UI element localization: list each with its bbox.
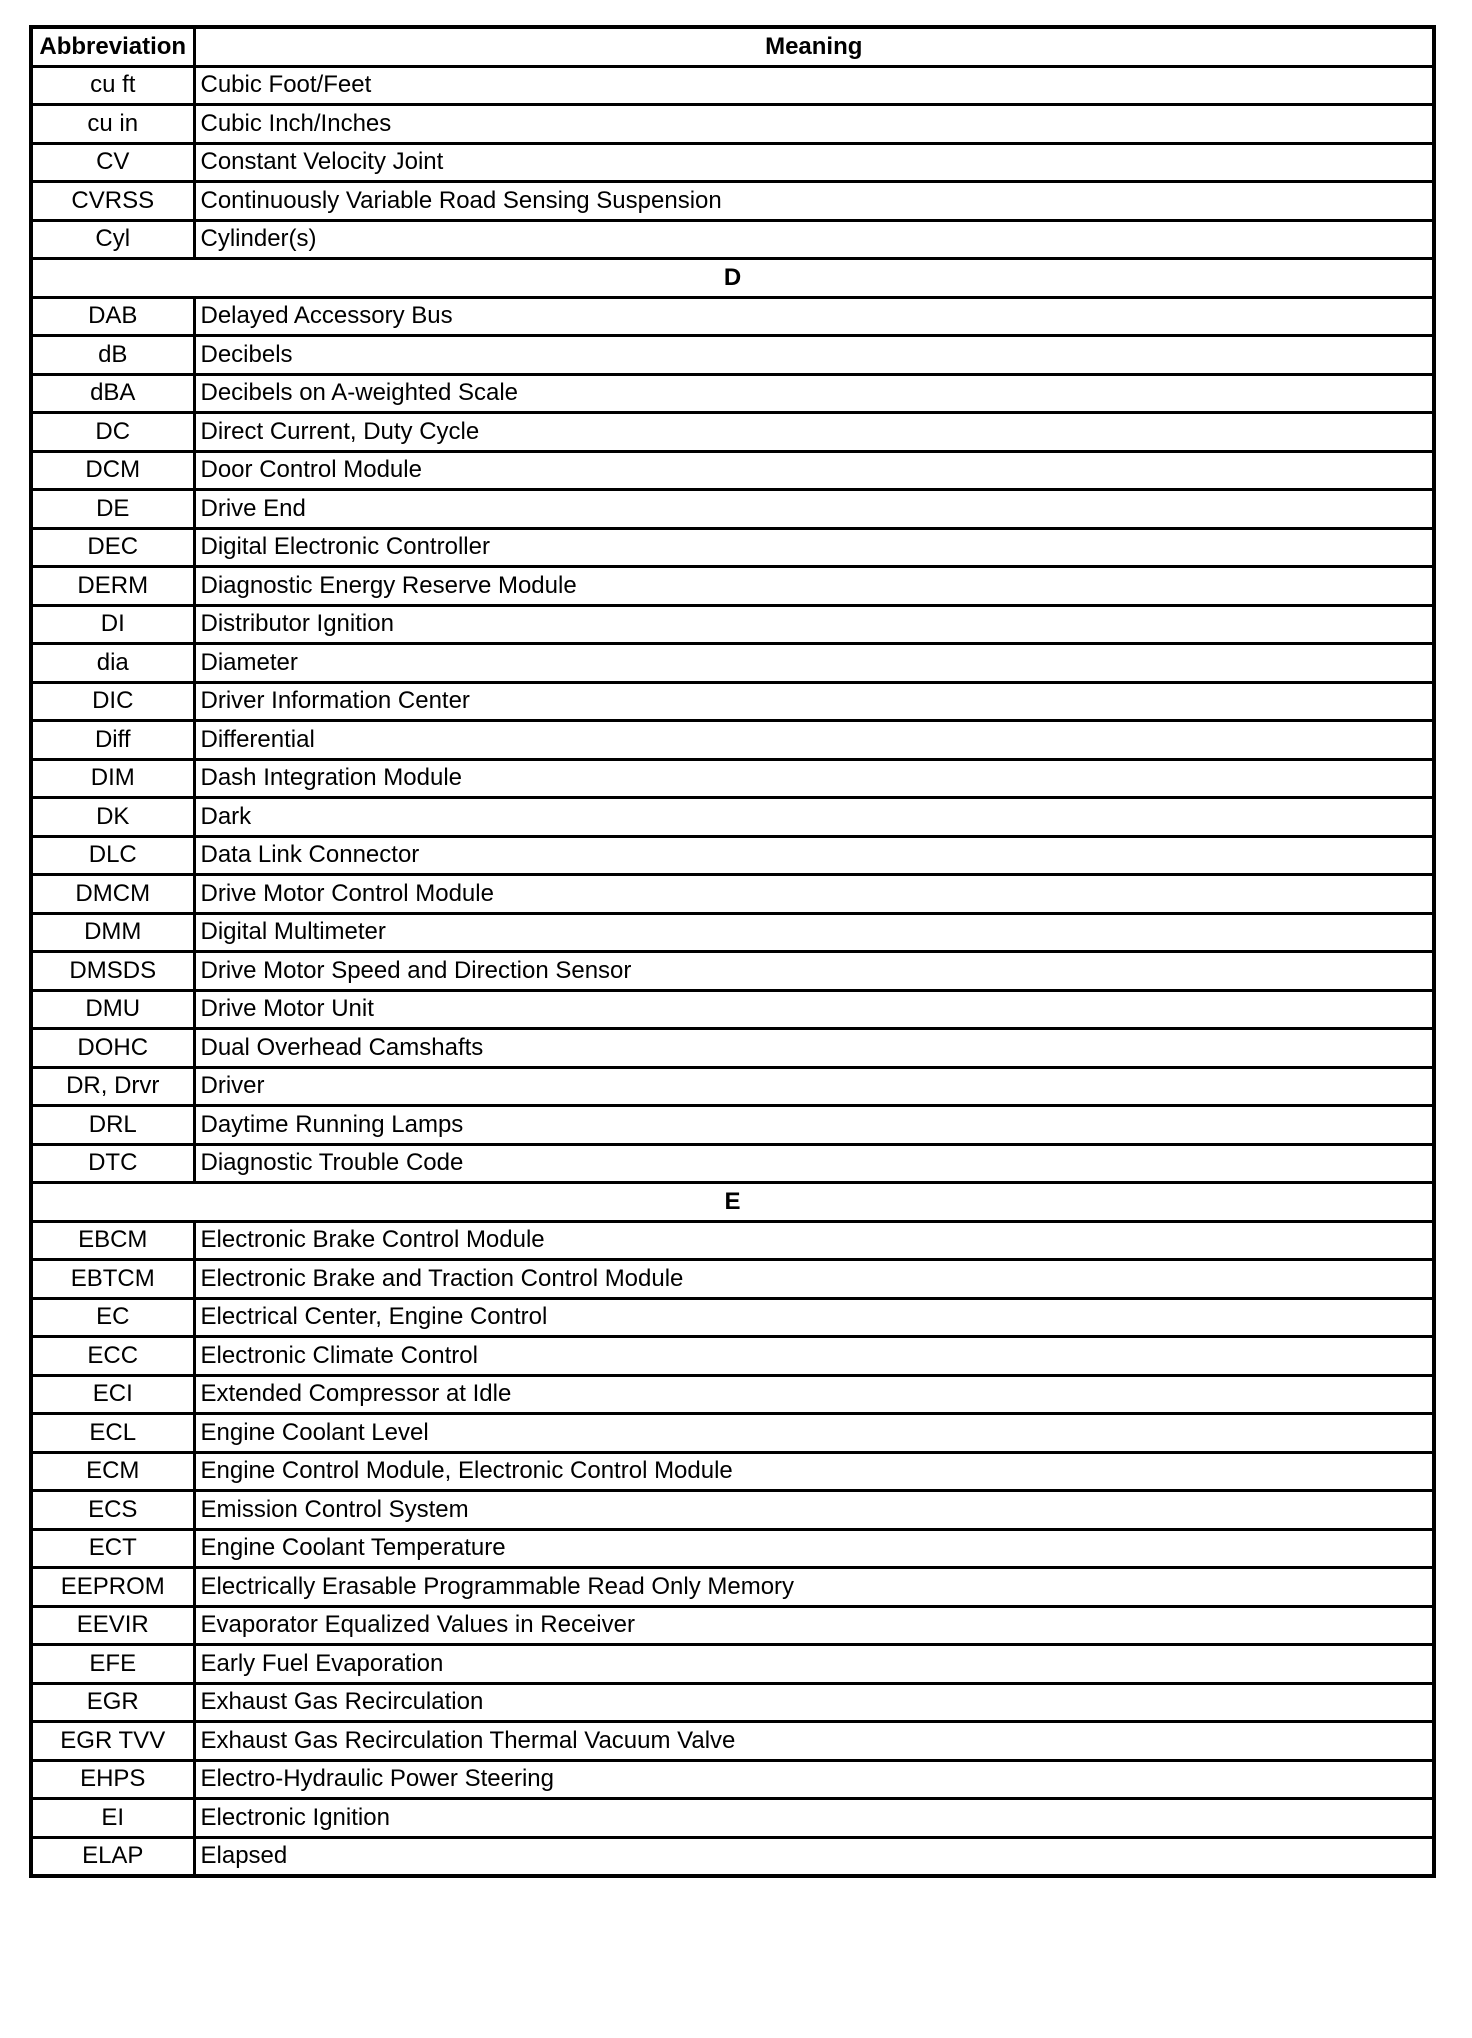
abbreviation-cell: ECL	[31, 1414, 194, 1453]
meaning-cell: Driver	[194, 1067, 1434, 1106]
table-row	[31, 567, 1434, 606]
table-row	[31, 1260, 1434, 1299]
meaning-cell: Emission Control System	[194, 1491, 1434, 1530]
abbreviation-cell: dB	[31, 336, 194, 375]
meaning-cell: Constant Velocity Joint	[194, 143, 1434, 182]
meaning-cell: Electronic Brake Control Module	[194, 1221, 1434, 1260]
meaning-cell: Drive End	[194, 490, 1434, 529]
table-row	[31, 105, 1434, 144]
table-row	[31, 836, 1434, 875]
meaning-cell: Engine Coolant Level	[194, 1414, 1434, 1453]
meaning-cell: Daytime Running Lamps	[194, 1106, 1434, 1145]
header-meaning: Meaning	[194, 27, 1434, 66]
meaning-cell: Continuously Variable Road Sensing Suspension	[194, 182, 1434, 221]
meaning-cell: Dual Overhead Camshafts	[194, 1029, 1434, 1068]
abbreviation-cell: ECS	[31, 1491, 194, 1530]
meaning-cell: Cubic Foot/Feet	[194, 66, 1434, 105]
meaning-cell: Engine Coolant Temperature	[194, 1529, 1434, 1568]
abbreviation-cell: dia	[31, 644, 194, 683]
abbreviation-cell: ECC	[31, 1337, 194, 1376]
meaning-cell: Early Fuel Evaporation	[194, 1645, 1434, 1684]
table-row	[31, 1106, 1434, 1145]
abbreviation-cell: DIM	[31, 759, 194, 798]
table-row	[31, 451, 1434, 490]
meaning-cell: Decibels	[194, 336, 1434, 375]
abbreviation-cell: EC	[31, 1298, 194, 1337]
abbreviation-cell: CV	[31, 143, 194, 182]
table-row	[31, 798, 1434, 837]
meaning-cell: Engine Control Module, Electronic Control Module	[194, 1452, 1434, 1491]
header-abbreviation: Abbreviation	[31, 27, 194, 66]
table-row	[31, 759, 1434, 798]
table-row	[31, 721, 1434, 760]
table-row	[31, 336, 1434, 375]
table-row	[31, 1760, 1434, 1799]
meaning-cell: Diameter	[194, 644, 1434, 683]
meaning-cell: Digital Electronic Controller	[194, 528, 1434, 567]
meaning-cell: Driver Information Center	[194, 682, 1434, 721]
meaning-cell: Electro-Hydraulic Power Steering	[194, 1760, 1434, 1799]
table-header-row	[31, 27, 1434, 66]
abbreviation-cell: DAB	[31, 297, 194, 336]
table-row	[31, 1298, 1434, 1337]
abbreviation-cell: EBTCM	[31, 1260, 194, 1299]
meaning-cell: Cubic Inch/Inches	[194, 105, 1434, 144]
abbreviation-cell: DOHC	[31, 1029, 194, 1068]
meaning-cell: Data Link Connector	[194, 836, 1434, 875]
section-header-row	[31, 259, 1434, 298]
table-row	[31, 1375, 1434, 1414]
table-row	[31, 182, 1434, 221]
meaning-cell: Exhaust Gas Recirculation	[194, 1683, 1434, 1722]
meaning-cell: Drive Motor Control Module	[194, 875, 1434, 914]
table-row	[31, 1491, 1434, 1530]
abbreviation-cell: EHPS	[31, 1760, 194, 1799]
abbreviation-cell: DIC	[31, 682, 194, 721]
meaning-cell: Elapsed	[194, 1837, 1434, 1876]
abbreviation-cell: EEPROM	[31, 1568, 194, 1607]
abbreviation-cell: EBCM	[31, 1221, 194, 1260]
abbreviation-cell: DMCM	[31, 875, 194, 914]
table-row	[31, 66, 1434, 105]
table-row	[31, 1837, 1434, 1876]
abbreviation-cell: EEVIR	[31, 1606, 194, 1645]
abbreviation-cell: EI	[31, 1799, 194, 1838]
abbreviation-cell: DCM	[31, 451, 194, 490]
meaning-cell: Cylinder(s)	[194, 220, 1434, 259]
abbreviation-cell: DE	[31, 490, 194, 529]
meaning-cell: Electronic Ignition	[194, 1799, 1434, 1838]
table-row	[31, 952, 1434, 991]
table-row	[31, 1683, 1434, 1722]
meaning-cell: Direct Current, Duty Cycle	[194, 413, 1434, 452]
abbreviation-cell: ELAP	[31, 1837, 194, 1876]
abbreviation-cell: EGR TVV	[31, 1722, 194, 1761]
meaning-cell: Delayed Accessory Bus	[194, 297, 1434, 336]
abbreviation-cell: DTC	[31, 1144, 194, 1183]
abbreviation-cell: cu ft	[31, 66, 194, 105]
meaning-cell: Digital Multimeter	[194, 913, 1434, 952]
abbreviation-cell: dBA	[31, 374, 194, 413]
table-row	[31, 913, 1434, 952]
meaning-cell: Exhaust Gas Recirculation Thermal Vacuum Valve	[194, 1722, 1434, 1761]
table-row	[31, 682, 1434, 721]
abbreviation-cell: DR, Drvr	[31, 1067, 194, 1106]
meaning-cell: Diagnostic Energy Reserve Module	[194, 567, 1434, 606]
abbreviation-cell: DMU	[31, 990, 194, 1029]
section-header-row	[31, 1183, 1434, 1222]
table-row	[31, 1067, 1434, 1106]
section-letter: E	[31, 1183, 1434, 1222]
table-row	[31, 528, 1434, 567]
table-row	[31, 143, 1434, 182]
meaning-cell: Electronic Brake and Traction Control Module	[194, 1260, 1434, 1299]
table-row	[31, 1337, 1434, 1376]
table-body	[31, 66, 1434, 1876]
abbreviation-cell: ECM	[31, 1452, 194, 1491]
abbreviation-cell: DLC	[31, 836, 194, 875]
table-row	[31, 220, 1434, 259]
table-row	[31, 1414, 1434, 1453]
table-row	[31, 1029, 1434, 1068]
meaning-cell: Door Control Module	[194, 451, 1434, 490]
meaning-cell: Diagnostic Trouble Code	[194, 1144, 1434, 1183]
table-row	[31, 605, 1434, 644]
table-row	[31, 297, 1434, 336]
section-letter: D	[31, 259, 1434, 298]
abbreviation-cell: DMSDS	[31, 952, 194, 991]
abbreviation-cell: Cyl	[31, 220, 194, 259]
table-row	[31, 374, 1434, 413]
abbreviation-cell: Diff	[31, 721, 194, 760]
meaning-cell: Electronic Climate Control	[194, 1337, 1434, 1376]
meaning-cell: Distributor Ignition	[194, 605, 1434, 644]
abbreviation-cell: DC	[31, 413, 194, 452]
abbreviation-cell: ECI	[31, 1375, 194, 1414]
abbreviation-cell: EGR	[31, 1683, 194, 1722]
table-row	[31, 1568, 1434, 1607]
meaning-cell: Dash Integration Module	[194, 759, 1434, 798]
table-row	[31, 1606, 1434, 1645]
table-row	[31, 1221, 1434, 1260]
table-row	[31, 413, 1434, 452]
meaning-cell: Electrical Center, Engine Control	[194, 1298, 1434, 1337]
abbreviation-cell: cu in	[31, 105, 194, 144]
meaning-cell: Decibels on A-weighted Scale	[194, 374, 1434, 413]
abbreviation-cell: DI	[31, 605, 194, 644]
meaning-cell: Drive Motor Speed and Direction Sensor	[194, 952, 1434, 991]
meaning-cell: Drive Motor Unit	[194, 990, 1434, 1029]
table-row	[31, 644, 1434, 683]
table-row	[31, 1144, 1434, 1183]
meaning-cell: Dark	[194, 798, 1434, 837]
abbreviation-table	[29, 25, 1436, 1878]
abbreviation-cell: DEC	[31, 528, 194, 567]
table-row	[31, 1452, 1434, 1491]
table-row	[31, 490, 1434, 529]
abbreviation-cell: EFE	[31, 1645, 194, 1684]
abbreviation-cell: DERM	[31, 567, 194, 606]
table-row	[31, 1799, 1434, 1838]
meaning-cell: Differential	[194, 721, 1434, 760]
meaning-cell: Evaporator Equalized Values in Receiver	[194, 1606, 1434, 1645]
table-row	[31, 875, 1434, 914]
table-row	[31, 1722, 1434, 1761]
meaning-cell: Electrically Erasable Programmable Read Only Memory	[194, 1568, 1434, 1607]
table-row	[31, 990, 1434, 1029]
abbreviation-cell: DK	[31, 798, 194, 837]
abbreviation-cell: ECT	[31, 1529, 194, 1568]
table-row	[31, 1529, 1434, 1568]
abbreviation-cell: DMM	[31, 913, 194, 952]
meaning-cell: Extended Compressor at Idle	[194, 1375, 1434, 1414]
abbreviation-cell: DRL	[31, 1106, 194, 1145]
table-row	[31, 1645, 1434, 1684]
abbreviation-cell: CVRSS	[31, 182, 194, 221]
